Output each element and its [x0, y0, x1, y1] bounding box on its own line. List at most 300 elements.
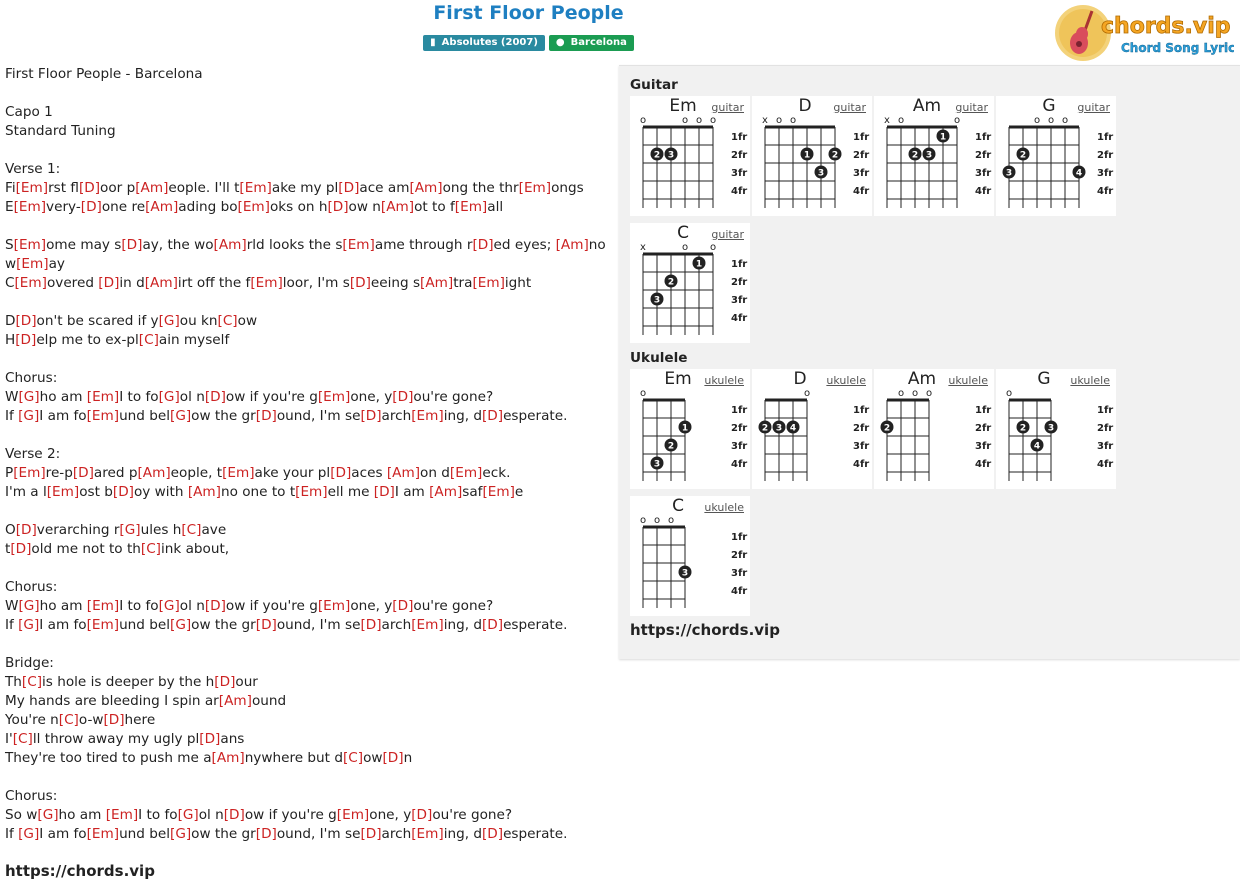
- lyric-text: und bel: [119, 617, 171, 633]
- finger-number: 3: [925, 150, 933, 161]
- lyric-text: oks on h: [269, 199, 328, 215]
- lyric-text: esperate.: [503, 408, 568, 424]
- chord-instrument-link[interactable]: guitar: [711, 101, 744, 114]
- lyric-text: arch: [381, 617, 412, 633]
- lyric-text: ho am: [39, 598, 87, 614]
- lyric-text: o-w: [78, 712, 104, 728]
- fret-label: 3fr: [975, 441, 992, 452]
- chord-tag[interactable]: [G]: [18, 826, 40, 842]
- chord-instrument-link[interactable]: ukulele: [948, 374, 988, 387]
- album-badge-label: Absolutes (2007): [441, 37, 538, 48]
- chord-tag[interactable]: [Am]: [187, 484, 221, 500]
- fret-label: 4fr: [1097, 186, 1114, 197]
- finger-number: 3: [681, 568, 689, 579]
- fretboard: [996, 96, 1116, 216]
- chord-tag[interactable]: [D]: [112, 484, 134, 500]
- lyric-line: [5, 388, 605, 407]
- chord-tag[interactable]: [D]: [255, 826, 277, 842]
- lyric-text: no one to t: [220, 484, 296, 500]
- lyric-text: H: [5, 332, 16, 348]
- chord-tag[interactable]: [Em]: [411, 617, 444, 633]
- lyric-line: [5, 369, 605, 388]
- lyric-line: [5, 483, 605, 502]
- lyric-line: [5, 426, 605, 445]
- lyric-text: If: [5, 826, 19, 842]
- fret-label: 3fr: [731, 168, 748, 179]
- lyric-text: old me not to th: [31, 541, 141, 557]
- finger-number: 1: [681, 423, 689, 434]
- lyric-text: ound, I'm se: [276, 826, 361, 842]
- chord-tag[interactable]: [Em]: [222, 465, 255, 481]
- finger-number: 2: [1019, 150, 1027, 161]
- chord-tag[interactable]: [Em]: [86, 598, 120, 614]
- lyric-line: [5, 236, 605, 255]
- chord-tag[interactable]: [C]: [58, 712, 79, 728]
- chord-tag[interactable]: [G]: [158, 389, 180, 405]
- chord-tag[interactable]: [Em]: [482, 484, 515, 500]
- lyric-text: irt off the f: [177, 275, 251, 291]
- finger-number: 2: [911, 150, 919, 161]
- chord-tag[interactable]: [Am]: [135, 180, 169, 196]
- lyric-text: ot to f: [414, 199, 455, 215]
- lyric-line: [5, 578, 605, 597]
- fret-label: 4fr: [975, 459, 992, 470]
- chord-tag[interactable]: [D]: [349, 275, 371, 291]
- lyric-line: [5, 445, 605, 464]
- chord-tag[interactable]: [Em]: [237, 199, 270, 215]
- site-logo[interactable]: [1054, 3, 1234, 63]
- chord-tag[interactable]: [Em]: [239, 180, 272, 196]
- chord-diagram-am[interactable]: [874, 369, 994, 489]
- lyric-line: [5, 122, 605, 141]
- lyric-text: ell me: [327, 484, 374, 500]
- fretboard: [874, 96, 994, 216]
- fret-label: 3fr: [731, 295, 748, 306]
- lyric-text: I am fo: [39, 617, 87, 633]
- chord-tag[interactable]: [Am]: [145, 199, 179, 215]
- chord-diagram-em[interactable]: [630, 96, 750, 216]
- chord-tag[interactable]: [Am]: [386, 465, 421, 481]
- chord-instrument-link[interactable]: ukulele: [704, 501, 744, 514]
- lyric-line: [5, 293, 605, 312]
- chord-tag[interactable]: [D]: [15, 313, 37, 329]
- open-string-mark: o: [667, 515, 675, 526]
- chord-tag[interactable]: [D]: [327, 199, 349, 215]
- lyric-line: [5, 806, 605, 825]
- chord-tag[interactable]: [Em]: [86, 617, 120, 633]
- chord-tag[interactable]: [G]: [158, 598, 180, 614]
- chord-tag[interactable]: [D]: [411, 807, 433, 823]
- chord-tag[interactable]: [D]: [373, 484, 395, 500]
- lyric-text: all: [487, 199, 504, 215]
- lyric-text: ing, d: [443, 617, 482, 633]
- lyric-text: saf: [462, 484, 483, 500]
- finger-number: 1: [695, 259, 703, 270]
- lyric-text: You're n: [5, 712, 59, 728]
- chord-tag[interactable]: [G]: [18, 617, 40, 633]
- chord-tag[interactable]: [Am]: [144, 275, 178, 291]
- chord-tag[interactable]: [Em]: [14, 275, 47, 291]
- lyric-text: eck.: [482, 465, 511, 481]
- lyric-text: nywhere but d: [244, 750, 343, 766]
- lyric-text: ing, d: [443, 408, 482, 424]
- chord-tag[interactable]: [C]: [138, 332, 159, 348]
- chord-tag[interactable]: [Em]: [317, 598, 351, 614]
- lyric-text: aces: [351, 465, 387, 481]
- chord-instrument-link[interactable]: guitar: [955, 101, 988, 114]
- chord-tag[interactable]: [Em]: [15, 180, 49, 196]
- open-string-mark: o: [1047, 115, 1055, 126]
- chord-tag[interactable]: [Em]: [250, 275, 283, 291]
- lyric-text: arch: [381, 826, 412, 842]
- chord-tag[interactable]: [C]: [181, 522, 202, 538]
- chord-tag[interactable]: [D]: [360, 826, 382, 842]
- fret-label: 4fr: [1097, 459, 1114, 470]
- lyric-line: [5, 673, 605, 692]
- chord-name: Em: [664, 369, 692, 389]
- lyric-text: ace am: [359, 180, 410, 196]
- lyric-text: ow if you're g: [225, 598, 318, 614]
- chord-tag[interactable]: [Em]: [86, 389, 120, 405]
- fret-label: 1fr: [975, 405, 992, 416]
- fret-label: 2fr: [731, 423, 748, 434]
- open-string-mark: o: [897, 388, 905, 399]
- lyric-text: rst fl: [48, 180, 79, 196]
- chord-tag[interactable]: [D]: [330, 465, 352, 481]
- lyric-line: [5, 654, 605, 673]
- chord-tag[interactable]: [Em]: [46, 484, 80, 500]
- lyric-text: ou're gone?: [413, 598, 494, 614]
- chord-tag[interactable]: [D]: [15, 522, 37, 538]
- finger-number: 2: [883, 423, 891, 434]
- lyric-text: verarching r: [36, 522, 120, 538]
- chord-name: D: [793, 369, 807, 389]
- chord-tag[interactable]: [Em]: [13, 237, 47, 253]
- chord-tag[interactable]: [D]: [10, 541, 32, 557]
- user-icon: ●: [555, 37, 565, 48]
- footer-url[interactable]: https://chords.vip: [5, 862, 155, 880]
- chord-tag[interactable]: [Am]: [420, 275, 454, 291]
- fret-label: 3fr: [731, 568, 748, 579]
- chord-tag[interactable]: [Em]: [16, 256, 49, 272]
- lyric-text: I'm a l: [5, 484, 47, 500]
- chord-tag[interactable]: [D]: [15, 332, 37, 348]
- lyric-text: very-: [46, 199, 81, 215]
- fret-label: 2fr: [853, 150, 870, 161]
- chord-tag[interactable]: [Am]: [409, 180, 443, 196]
- chord-diagram-d[interactable]: [752, 369, 872, 489]
- chord-tag[interactable]: [D]: [360, 408, 382, 424]
- open-string-mark: o: [653, 515, 661, 526]
- chord-instrument-link[interactable]: guitar: [1077, 101, 1110, 114]
- lyric-text: esperate.: [503, 826, 568, 842]
- finger-number: 2: [667, 277, 675, 288]
- lyric-text: on't be scared if y: [36, 313, 159, 329]
- chord-tag[interactable]: [Em]: [317, 389, 351, 405]
- chord-instrument-link[interactable]: guitar: [711, 228, 744, 241]
- chord-name: D: [798, 96, 812, 116]
- chord-tag[interactable]: [D]: [338, 180, 360, 196]
- chord-tag[interactable]: [Em]: [13, 465, 46, 481]
- lyric-text: arch: [381, 408, 412, 424]
- chord-instrument-link[interactable]: guitar: [833, 101, 866, 114]
- chord-tag[interactable]: [D]: [382, 750, 404, 766]
- chord-tag[interactable]: [G]: [18, 389, 40, 405]
- finger-number: 3: [817, 168, 825, 179]
- chord-diagram-em[interactable]: [630, 369, 750, 489]
- guitar-section-title: Guitar: [630, 77, 678, 93]
- chord-tag[interactable]: [Em]: [518, 180, 552, 196]
- chord-tag[interactable]: [D]: [204, 389, 226, 405]
- chord-tag[interactable]: [D]: [481, 617, 504, 633]
- lyric-line: [5, 255, 605, 274]
- chord-tag[interactable]: [Em]: [86, 826, 120, 842]
- lyric-line: [5, 464, 605, 483]
- chord-tag[interactable]: [Em]: [449, 465, 483, 481]
- chord-diagram-c[interactable]: [630, 223, 750, 343]
- chord-tag[interactable]: [D]: [481, 408, 504, 424]
- lyric-text: ho am: [39, 389, 87, 405]
- chord-tag[interactable]: [Am]: [429, 484, 463, 500]
- chord-tag[interactable]: [Em]: [411, 826, 444, 842]
- chord-tag[interactable]: [G]: [18, 408, 40, 424]
- chord-tag[interactable]: [D]: [223, 807, 245, 823]
- chord-tag[interactable]: [Em]: [86, 408, 120, 424]
- lyric-text: esperate.: [503, 617, 568, 633]
- chord-tag[interactable]: [G]: [119, 522, 141, 538]
- chord-tag[interactable]: [Am]: [211, 750, 245, 766]
- fretboard: [752, 369, 872, 489]
- chord-instrument-link[interactable]: ukulele: [826, 374, 866, 387]
- chord-name: C: [677, 223, 689, 243]
- finger-number: 2: [831, 150, 839, 161]
- chord-diagram-am[interactable]: [874, 96, 994, 216]
- lyric-text: ou kn: [179, 313, 218, 329]
- lyric-text: ing, d: [443, 826, 482, 842]
- lyric-text: First Floor People - Barcelona: [5, 66, 203, 82]
- chord-tag[interactable]: [D]: [255, 408, 277, 424]
- chord-tag[interactable]: [D]: [72, 465, 94, 481]
- chord-name: G: [1042, 96, 1056, 116]
- lyric-text: ound, I'm se: [276, 408, 361, 424]
- chord-tag[interactable]: [G]: [18, 598, 40, 614]
- lyric-text: elp me to ex-pl: [36, 332, 139, 348]
- chord-tag[interactable]: [D]: [121, 237, 143, 253]
- chord-diagram-g[interactable]: [996, 96, 1116, 216]
- fret-label: 1fr: [1097, 405, 1114, 416]
- chord-tag[interactable]: [D]: [199, 731, 221, 747]
- song-header: [0, 0, 1057, 26]
- lyric-text: ave: [201, 522, 227, 538]
- chord-instrument-link[interactable]: ukulele: [704, 374, 744, 387]
- lyric-text: ow if you're g: [225, 389, 318, 405]
- lyric-line: [5, 274, 605, 293]
- open-string-mark: o: [803, 388, 811, 399]
- lyric-line: [5, 616, 605, 635]
- chord-tag[interactable]: [Em]: [342, 237, 375, 253]
- lyric-text: one, y: [350, 389, 393, 405]
- chord-diagram-c[interactable]: [630, 496, 750, 616]
- fret-label: 4fr: [853, 459, 870, 470]
- fret-label: 4fr: [731, 586, 748, 597]
- chord-tag[interactable]: [Am]: [213, 237, 247, 253]
- lyric-text: re-p: [45, 465, 73, 481]
- lyric-line: [5, 407, 605, 426]
- lyric-text: in d: [119, 275, 145, 291]
- lyric-text: one, y: [350, 598, 393, 614]
- page-title: First Floor People: [433, 2, 624, 24]
- chord-tag[interactable]: [C]: [21, 674, 43, 690]
- lyric-text: D: [5, 313, 16, 329]
- lyric-text: oor p: [100, 180, 136, 196]
- lyric-text: ared p: [93, 465, 138, 481]
- lyric-text: loor, I'm s: [282, 275, 350, 291]
- chord-tag[interactable]: [G]: [177, 807, 199, 823]
- chord-tag[interactable]: [Em]: [13, 199, 47, 215]
- muted-string-mark: x: [762, 115, 768, 126]
- chord-tag[interactable]: [C]: [12, 731, 33, 747]
- lyric-text: They're too tired to push me a: [5, 750, 212, 766]
- lyric-text: is hole is deeper by the h: [42, 674, 215, 690]
- lyric-text: Standard Tuning: [5, 123, 116, 139]
- chord-tag[interactable]: [Em]: [411, 408, 444, 424]
- chord-tag[interactable]: [D]: [204, 598, 226, 614]
- panel-url[interactable]: https://chords.vip: [630, 621, 780, 639]
- lyric-text: ou're gone?: [413, 389, 494, 405]
- lyric-text: ow: [363, 750, 383, 766]
- lyric-text: ules h: [140, 522, 182, 538]
- lyric-line: [5, 825, 605, 844]
- chord-tag[interactable]: [Am]: [218, 693, 252, 709]
- lyric-text: W: [5, 598, 19, 614]
- lyric-text: ound: [251, 693, 287, 709]
- lyric-text: P: [5, 465, 14, 481]
- open-string-mark: o: [709, 242, 717, 253]
- lyric-text: ow: [237, 313, 258, 329]
- lyric-text: eople. I'll t: [168, 180, 240, 196]
- chord-instrument-link[interactable]: ukulele: [1070, 374, 1110, 387]
- open-string-mark: o: [789, 115, 797, 126]
- chord-tag[interactable]: [D]: [103, 712, 125, 728]
- chord-tag[interactable]: [D]: [472, 237, 494, 253]
- lyric-text: Chorus:: [5, 370, 58, 386]
- fret-label: 4fr: [853, 186, 870, 197]
- chord-tag[interactable]: [Em]: [454, 199, 488, 215]
- artist-badge-label: Barcelona: [570, 37, 627, 48]
- lyric-text: ain myself: [158, 332, 230, 348]
- chord-tag[interactable]: [Em]: [105, 807, 139, 823]
- lyric-line: [5, 179, 605, 198]
- chord-name: G: [1037, 369, 1051, 389]
- lyric-text: Chorus:: [5, 788, 58, 804]
- chord-tag[interactable]: [D]: [392, 389, 414, 405]
- chord-tag[interactable]: [Em]: [336, 807, 370, 823]
- lyric-text: ho am: [58, 807, 106, 823]
- chord-name: C: [672, 496, 684, 516]
- lyric-text: ading bo: [178, 199, 238, 215]
- chord-tag[interactable]: [G]: [158, 313, 180, 329]
- lyric-text: Verse 2:: [5, 446, 61, 462]
- fret-label: 2fr: [975, 150, 992, 161]
- chord-tag[interactable]: [G]: [37, 807, 59, 823]
- lyric-text: W: [5, 389, 19, 405]
- chord-tag[interactable]: [Am]: [555, 237, 589, 253]
- chord-diagram-g[interactable]: [996, 369, 1116, 489]
- lyric-text: t: [5, 541, 11, 557]
- fret-label: 3fr: [1097, 168, 1114, 179]
- fret-label: 3fr: [975, 168, 992, 179]
- open-string-mark: o: [639, 515, 647, 526]
- open-string-mark: o: [1033, 115, 1041, 126]
- chord-tag[interactable]: [Em]: [472, 275, 505, 291]
- fretboard: [630, 223, 750, 343]
- muted-string-mark: x: [884, 115, 890, 126]
- lyric-text: ol n: [198, 807, 224, 823]
- lyric-text: oy with: [133, 484, 188, 500]
- fret-label: 1fr: [731, 132, 748, 143]
- chord-tag[interactable]: [D]: [255, 617, 277, 633]
- chord-tag[interactable]: [C]: [140, 541, 161, 557]
- artist-badge[interactable]: [549, 35, 634, 51]
- fret-label: 3fr: [1097, 441, 1114, 452]
- fretboard: [630, 369, 750, 489]
- lyric-text: und bel: [119, 826, 171, 842]
- chord-tag[interactable]: [C]: [342, 750, 364, 766]
- chord-tag[interactable]: [D]: [360, 617, 382, 633]
- finger-number: 2: [1019, 423, 1027, 434]
- chord-tag[interactable]: [D]: [214, 674, 236, 690]
- lyric-text: Th: [5, 674, 22, 690]
- lyric-text: I am: [394, 484, 430, 500]
- lyric-text: C: [5, 275, 15, 291]
- lyric-text: e: [514, 484, 524, 500]
- chord-tag[interactable]: [Am]: [380, 199, 415, 215]
- open-string-mark: o: [639, 115, 647, 126]
- chord-tag[interactable]: [D]: [392, 598, 414, 614]
- lyric-text: If: [5, 408, 19, 424]
- chord-tag[interactable]: [D]: [78, 180, 101, 196]
- lyric-text: ound, I'm se: [276, 617, 361, 633]
- chord-tag[interactable]: [Am]: [137, 465, 171, 481]
- lyric-text: I am fo: [39, 408, 87, 424]
- lyric-text: ow the gr: [191, 617, 256, 633]
- finger-number: 3: [653, 295, 661, 306]
- lyric-text: ol n: [179, 598, 205, 614]
- album-badge[interactable]: [423, 35, 545, 51]
- chord-tag[interactable]: [G]: [170, 617, 192, 633]
- chord-tag[interactable]: [Em]: [295, 484, 328, 500]
- lyric-line: [5, 217, 605, 236]
- chord-tag[interactable]: [G]: [170, 408, 192, 424]
- song-badges: [0, 35, 1057, 51]
- chord-diagram-d[interactable]: [752, 96, 872, 216]
- lyric-text: Chorus:: [5, 579, 58, 595]
- lyric-text: ou're gone?: [432, 807, 513, 823]
- chord-tag[interactable]: [D]: [481, 826, 504, 842]
- lyric-text: E: [5, 199, 14, 215]
- lyric-text: So w: [5, 807, 38, 823]
- chord-tag[interactable]: [D]: [98, 275, 120, 291]
- lyric-line: [5, 559, 605, 578]
- chord-tag[interactable]: [D]: [80, 199, 102, 215]
- fret-label: 4fr: [975, 186, 992, 197]
- chord-name: Am: [912, 96, 942, 116]
- chord-tag[interactable]: [G]: [170, 826, 192, 842]
- chord-tag[interactable]: [C]: [217, 313, 238, 329]
- finger-number: 2: [667, 441, 675, 452]
- fret-label: 1fr: [731, 405, 748, 416]
- open-string-mark: o: [1005, 388, 1013, 399]
